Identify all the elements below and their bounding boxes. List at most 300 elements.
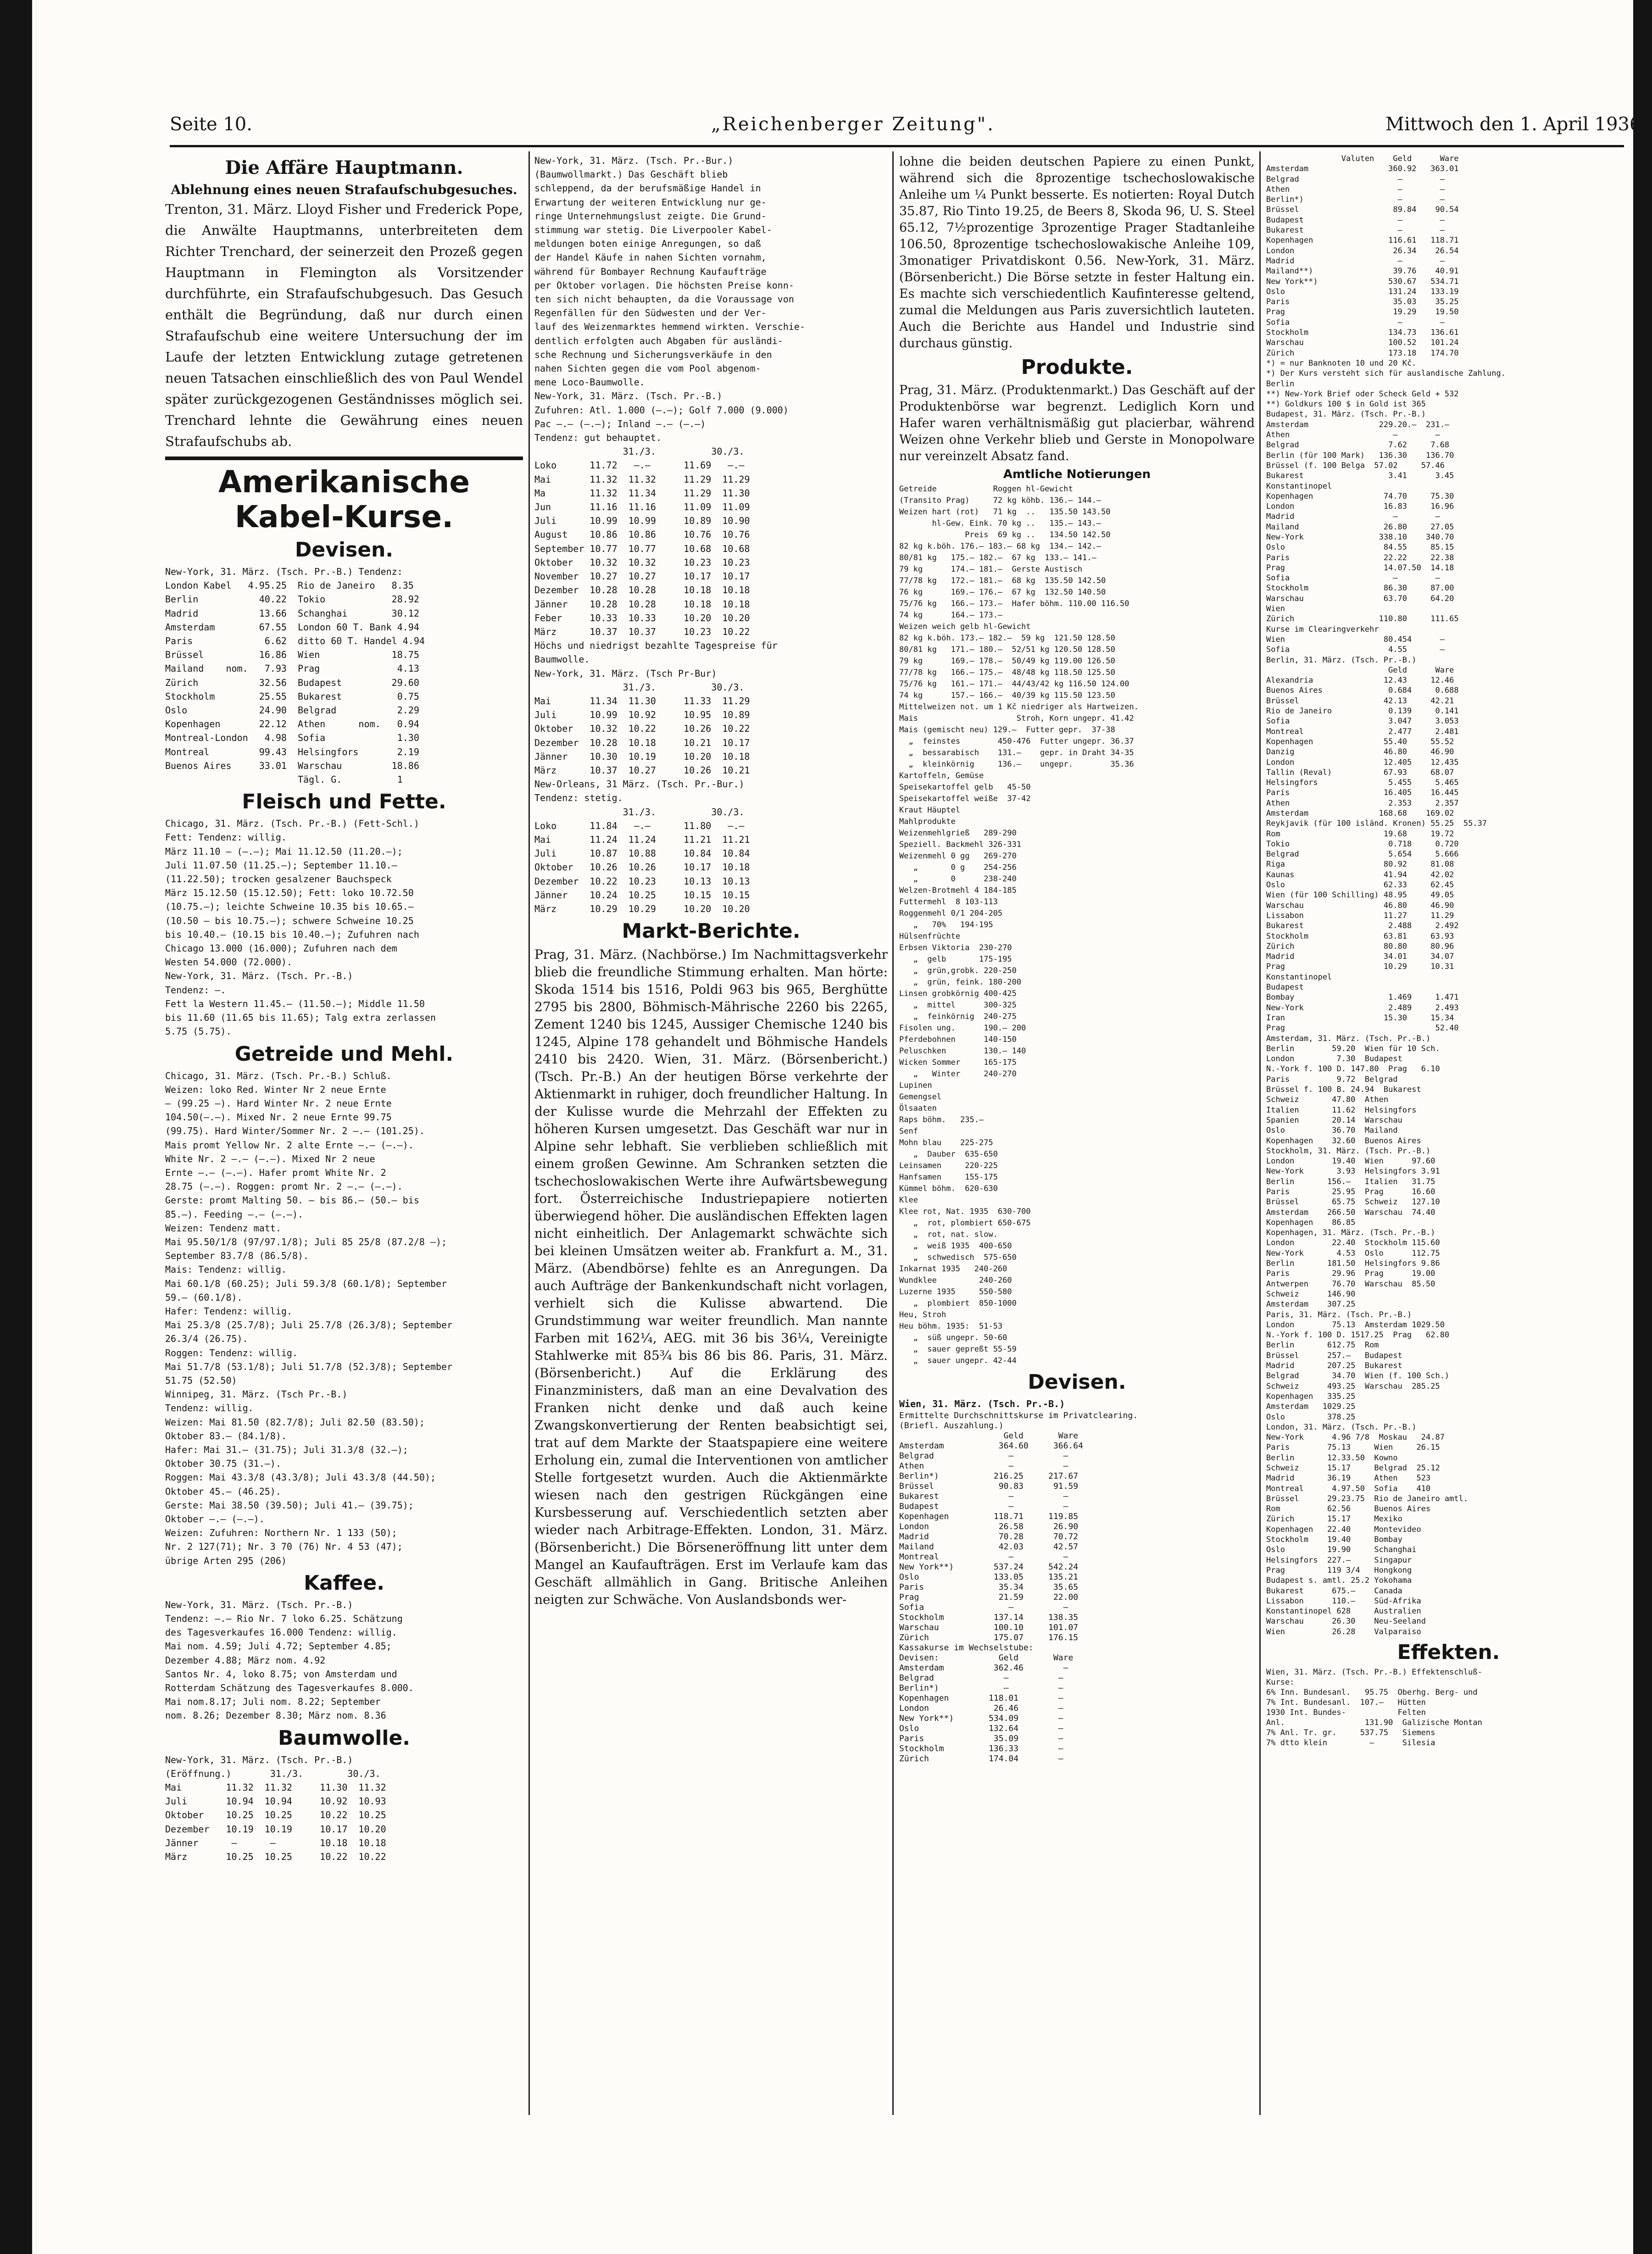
text-line: „ sauer gepreßt 55-59 xyxy=(899,1344,1017,1354)
text-line: Wicken Sommer 165-175 xyxy=(899,1057,1017,1067)
section-title: Produkte. xyxy=(1021,356,1133,379)
text-line: Kartoffeln, Gemüse xyxy=(899,771,984,780)
text-line: Montreal — — xyxy=(899,1552,1068,1562)
text-line: stimmung war stetig. Die Liverpooler Kabel- xyxy=(534,224,772,236)
text-line: Kopenhagen 335.25 xyxy=(1266,1391,1356,1401)
text-line: März 10.37 10.37 10.23 10.22 xyxy=(534,626,750,637)
text-line: Oslo 84.55 85.15 xyxy=(1266,543,1454,552)
section-title: Devisen. xyxy=(295,538,394,562)
text-line: Berlin, 31. März. (Tsch. Pr.-B.) xyxy=(1266,655,1417,665)
text-line: Hafer: Tendenz: willig. xyxy=(165,1305,292,1317)
text-line: Kopenhagen 55.40 55.52 xyxy=(1266,737,1454,746)
text-line: Erwartung der weiteren Entwicklung nur ge- xyxy=(534,196,767,208)
section-title: Kaffee. xyxy=(304,1571,384,1595)
text-line: 7% Int. Bundesanl. 107.— Hütten xyxy=(1266,1698,1426,1708)
text-line: Fett: Tendenz: willig. xyxy=(165,832,287,843)
text-line: Paris 25.95 Prag 16.60 xyxy=(1266,1187,1435,1197)
text-line: Iran 15.30 15.34 xyxy=(1266,1013,1454,1023)
text-line: Schweiz 146.90 xyxy=(1266,1289,1356,1299)
text-line: Paris 6.62 ditto 60 T. Handel 4.94 xyxy=(165,635,425,647)
text-line: Warschau 26.30 Neu-Seeland xyxy=(1266,1617,1426,1626)
text-line: Schweiz 493.25 Warschau 285.25 xyxy=(1266,1381,1440,1391)
text-line: Madrid 13.66 Schanghai 30.12 xyxy=(165,607,419,619)
text-line: Mai nom.8.17; Juli nom. 8.22; September xyxy=(165,1696,381,1708)
text-line: Brüssel 257.— Budapest xyxy=(1266,1351,1402,1360)
page-header xyxy=(170,109,1647,141)
text-line: Warschau 100.10 101.07 xyxy=(899,1622,1079,1632)
text-line: N.-York f. 100 D. 147.80 Prag 6.10 xyxy=(1266,1064,1440,1074)
text-line: New-Orleans, 31 März. (Tsch. Pr.-Bur.) xyxy=(534,779,745,790)
produkte-text: Prag, 31. März. (Produktenmarkt.) Das Geschäft auf der Produktenbörse war begrenzt. Lediglich Korn und Hafer waren verhältnismäßig gut placierbar, während Weizen ohne Verkehr blieb und Gerste in Monopolware nur vereinzelt Absatz fand. xyxy=(899,383,1255,463)
text-line: März 15.12.50 (15.12.50); Fett: loko 10.72.50 xyxy=(165,887,414,899)
text-line: Wien 80.454 — xyxy=(1266,634,1445,644)
text-line: Fisolen ung. 190.— 200 xyxy=(899,1023,1026,1033)
text-line: Athen — — xyxy=(899,1461,1068,1471)
text-line: Berlin 156.— Italien 31.75 xyxy=(1266,1177,1435,1186)
text-line: Juli 10.87 10.88 10.84 10.84 xyxy=(534,848,750,859)
text-line: **) New-York Brief oder Scheck Geld + 532 xyxy=(1266,389,1459,399)
text-line: Getreide Roggen hl-Gewicht xyxy=(899,484,1073,494)
boersen-text: lohne die beiden deutschen Papiere zu einen Punkt, während sich die 8prozentige tschechoslowakische Anleihe um ¼ Punkt besserte. Es notierten: Royal Dutch 35.87, Rio Tinto 19.25, de Beers 8, Skoda 96, U. S. Steel 65.12, 7½prozentige 3prozentige Prager Stadtanleihe 106.50, 8prozentige tschechoslowakische Anleihe 109, 3monatiger Privatdiskont 0.56. New-York, 31. März. (Börsenbericht.) Die Börse setzte in fester Haltung ein. Es machte sich verschiedentlich Kaufinteresse geltend, zumal die Meldungen aus Paris zuversichtlich lauteten. Auch die Berichte aus Handel und Industrie sind durchaus günstig. xyxy=(899,155,1255,351)
text-line: Pferdebohnen 140-150 xyxy=(899,1035,1017,1044)
text-line: März 11.10 — (—.—); Mai 11.12.50 (11.20.—); xyxy=(165,846,403,857)
text-line: Mai 95.50/1/8 (97/97.1/8); Juli 85 25/8 (87.2/8 —); xyxy=(165,1236,447,1247)
text-line: Brüssel 65.75 Schweiz 127.10 xyxy=(1266,1197,1440,1207)
text-line: Dezember 10.22 10.23 10.13 10.13 xyxy=(534,875,750,887)
text-line: Lissabon 110.— Süd-Afrika xyxy=(1266,1596,1421,1606)
text-line: Dezember 10.28 10.18 10.21 10.17 xyxy=(534,737,750,748)
text-line: Bukarest 675.— Canada xyxy=(1266,1586,1402,1596)
text-line: New-York, 31. März. (Tsch. Pr.-B.) Tendenz: xyxy=(165,566,403,577)
text-line: Mai 51.7/8 (53.1/8); Juli 51.7/8 (52.3/8); September xyxy=(165,1361,453,1372)
text-line: 82 kg k.böh. 176.— 183.— 68 kg 134.— 142.— xyxy=(899,541,1101,551)
text-line: New York**) 534.09 — xyxy=(899,1713,1063,1723)
baumwolle-report xyxy=(534,154,888,916)
article-body: Trenton, 31. März. Lloyd Fisher und Frederick Pope, die Anwälte Hauptmanns, unterbreiteten dem Richter Trenchard, der seinerzeit den Prozeß gegen Hauptmann in Flemington als Vorsitzender durchführte, ein Strafaufschubgesuch. Das Gesuch enthält die Begründung, daß nur durch einen Strafaufschub eine weitere Untersuchung der im Laufe der letzten Entwicklung zutage getretenen neuen Tatsachen einschließlich des von Paul Wendel später zurückgezogenen Geständnisses möglich sei. Trenchard lehnte die Gewährung eines neuen Strafaufschubs ab. xyxy=(165,201,523,449)
text-line: Juli 10.99 10.99 10.89 10.90 xyxy=(534,515,750,527)
text-line: „ schwedisch 575-650 xyxy=(899,1252,1017,1262)
text-line: Konstantinopel 628 Australien xyxy=(1266,1607,1421,1616)
text-line: (Briefl. Auszahlung.) xyxy=(899,1420,1004,1430)
text-line: Stockholm 63.81 63.93 xyxy=(1266,931,1454,941)
text-line: Prag 10.29 10.31 xyxy=(1266,962,1454,972)
text-line: Mittelweizen not. um 1 Kč niedriger als Hartweizen. xyxy=(899,702,1139,712)
text-line: Madrid — — xyxy=(1266,512,1440,522)
text-line: Amsterdam 266.50 Warschau 74.40 xyxy=(1266,1208,1435,1217)
text-line: Hafer: Mai 31.— (31.75); Juli 31.3/8 (32.—); xyxy=(165,1444,408,1455)
text-line: „ feinkörnig 240-275 xyxy=(899,1012,1017,1021)
text-line: während für Bombayer Rechnung Kaufaufträge xyxy=(534,266,767,277)
text-line: Mahlprodukte xyxy=(899,817,956,826)
text-line: 79 kg 169.— 178.— 50/49 kg 119.00 126.50 xyxy=(899,656,1115,666)
text-line: Weizen weich gelb hl-Gewicht xyxy=(899,622,1031,631)
text-line: (Baumwollmarkt.) Das Geschäft blieb xyxy=(534,169,728,180)
text-line: Luzerne 1935 550-580 xyxy=(899,1287,1012,1297)
text-line: Paris 35.03 35.25 xyxy=(1266,297,1459,307)
text-line: Nr. 2 127(71); Nr. 3 70 (76) Nr. 4 53 (47); xyxy=(165,1541,403,1553)
text-line: Weizen: Zufuhren: Northern Nr. 1 133 (50); xyxy=(165,1527,397,1539)
text-line: Brüssel 42.13 42.21 xyxy=(1266,696,1454,706)
text-line: Lissabon 11.27 11.29 xyxy=(1266,911,1454,920)
text-line: Hanfsamen 155-175 xyxy=(899,1172,998,1182)
text-line: Kraut Häuptel xyxy=(899,805,961,815)
text-line: Berlin 612.75 Rom xyxy=(1266,1341,1379,1350)
text-line: Madrid — — xyxy=(1266,256,1445,266)
text-line: Madrid 34.01 34.07 xyxy=(1266,952,1454,962)
text-line: Wien, 31. März. (Tsch. Pr.-B.) Effektenschluß- xyxy=(1266,1668,1482,1677)
text-line: Madrid 36.19 Athen 523 xyxy=(1266,1474,1431,1483)
text-line: Brüssel f. 100 B. 24.94 Bukarest xyxy=(1266,1085,1421,1095)
text-line: Erbsen Viktoria 230-270 xyxy=(899,943,1012,952)
text-line: Geld Ware xyxy=(1266,665,1454,675)
section-title: Baumwolle. xyxy=(278,1726,410,1750)
text-line: August 10.86 10.86 10.76 10.76 xyxy=(534,529,750,540)
text-line: 59.— (60.1/8). xyxy=(165,1291,243,1303)
text-line: Paris 35.09 — xyxy=(899,1733,1063,1743)
text-line: Schweiz 47.80 Athen xyxy=(1266,1095,1389,1105)
text-line: New-York, 31. März. (Tsch. Pr.-B.) xyxy=(165,1754,353,1765)
text-line: März 10.37 10.27 10.26 10.21 xyxy=(534,764,750,776)
issue-date: Mittwoch den 1. April 1936. xyxy=(1385,114,1647,135)
text-line: Roggen: Tendenz: willig. xyxy=(165,1347,298,1358)
text-line: Montreal 2.477 2.481 xyxy=(1266,727,1459,736)
wien-devisen-table xyxy=(899,1411,1255,1764)
text-line: Berlin 59.20 Wien für 10 Sch. xyxy=(1266,1044,1440,1053)
text-line: Gerste: Mai 38.50 (39.50); Juli 41.— (39.75); xyxy=(165,1499,414,1511)
text-line: mene Loco-Baumwolle. xyxy=(534,377,645,388)
text-line: ringe Unternehmungslust zeigte. Die Grund- xyxy=(534,210,767,222)
text-line: 77/78 kg 166.— 175.— 48/48 kg 118.50 125.50 xyxy=(899,668,1115,677)
text-line: Oktober 10.26 10.26 10.17 10.18 xyxy=(534,862,750,873)
text-line: Chicago, 31. März. (Tsch. Pr.-B.) Schluß. xyxy=(165,1070,392,1081)
text-line: 28.75 (—.—). Roggen: promt Nr. 2 —.— (—.—). xyxy=(165,1181,403,1192)
column-rule xyxy=(1259,151,1261,2115)
text-line: Tendenz: gut behauptet. xyxy=(534,432,662,444)
text-line: Mai nom. 4.59; Juli 4.72; September 4.85; xyxy=(165,1641,392,1652)
text-line: Amsterdam 168.68 169.02 xyxy=(1266,809,1454,818)
text-line: London 7.30 Budapest xyxy=(1266,1054,1402,1064)
text-line: übrige Arten 295 (206) xyxy=(165,1555,287,1566)
text-line: Oktober 10.25 10.25 10.22 10.25 xyxy=(165,1809,386,1821)
text-line: Valuten Geld Ware xyxy=(1266,154,1459,163)
text-line: Budapest — — xyxy=(899,1501,1068,1511)
text-line: Mai 11.32 11.32 11.30 11.32 xyxy=(165,1782,386,1793)
text-line: bis 10.40.— (10.15 bis 10.40.—); Zufuhren nach xyxy=(165,929,419,940)
text-line: Montreal-London 4.98 Sofia 1.30 xyxy=(165,732,419,744)
text-line: 80/81 kg 171.— 180.— 52/51 kg 120.50 128.50 xyxy=(899,645,1115,654)
text-line: Kassakurse im Wechselstube: xyxy=(899,1642,1034,1653)
text-line: Warschau 100.52 101.24 xyxy=(1266,338,1459,348)
text-line: Oktober 45.— (46.25). xyxy=(165,1486,281,1497)
text-line: Rom 19.68 19.72 xyxy=(1266,829,1454,839)
text-line: Hülsenfrüchte xyxy=(899,931,961,941)
text-line: „ bessarabisch 131.— gepr. in Draht 34-35 xyxy=(899,748,1134,757)
text-line: Tendenz: willig. xyxy=(165,1402,254,1414)
text-line: New-York 2.489 2.493 xyxy=(1266,1003,1459,1013)
text-line: New-York 4.96 7/8 Moskau 24.87 xyxy=(1266,1433,1445,1442)
text-line: Peluschken 130.— 140 xyxy=(899,1046,1026,1056)
text-line: London 26.34 26.54 xyxy=(1266,246,1459,256)
text-line: Danzig 46.80 46.90 xyxy=(1266,747,1454,757)
text-line: Paris 22.22 22.38 xyxy=(1266,553,1454,562)
newspaper-title: „Reichenberger Zeitung". xyxy=(711,114,995,135)
text-line: Paris 35.34 35.65 xyxy=(899,1582,1079,1592)
text-line: 26.3/4 (26.75). xyxy=(165,1333,248,1345)
text-line: Stockholm 19.40 Bombay xyxy=(1266,1535,1402,1545)
text-line: Belgrad 5.654 5.666 xyxy=(1266,850,1459,859)
text-line: London 16.83 16.96 xyxy=(1266,502,1454,512)
text-line: Montreal 99.43 Helsingfors 2.19 xyxy=(165,746,419,757)
text-line: Jänner — — 10.18 10.18 xyxy=(165,1837,386,1848)
text-line: Belgrad — — xyxy=(899,1451,1068,1461)
text-line: Warschau 46.80 46.90 xyxy=(1266,901,1454,910)
text-line: Kopenhagen 22.40 Montevideo xyxy=(1266,1525,1421,1534)
text-line: New-York 4.53 Oslo 112.75 xyxy=(1266,1248,1440,1258)
text-line: Senf xyxy=(899,1126,918,1136)
text-line: Kopenhagen 116.61 118.71 xyxy=(1266,236,1459,245)
page-number: Seite 10. xyxy=(170,114,252,135)
text-line: „ 0 238-240 xyxy=(899,874,1017,884)
text-line: Kopenhagen 74.70 75.30 xyxy=(1266,491,1454,501)
text-line: Zürich 80.80 80.96 xyxy=(1266,941,1454,951)
text-line: Linsen grobkörnig 400-425 xyxy=(899,989,1017,998)
text-line: Stockholm 134.73 136.61 xyxy=(1266,328,1459,338)
text-line: „ Dauber 635-650 xyxy=(899,1149,998,1159)
text-line: Amsterdam 1029.25 xyxy=(1266,1402,1356,1412)
text-line: Kurse: xyxy=(1266,1678,1295,1687)
text-line: Warschau 63.70 64.20 xyxy=(1266,594,1454,603)
text-line: Dezember 10.19 10.19 10.17 10.20 xyxy=(165,1823,386,1835)
text-line: „ weiß 1935 400-650 xyxy=(899,1241,1012,1251)
text-line: Berlin (für 100 Mark) 136.30 136.70 xyxy=(1266,451,1454,460)
text-line: Roggen: Mai 43.3/8 (43.3/8); Juli 43.3/8 (44.50); xyxy=(165,1472,436,1483)
text-line: 1930 Int. Bundes- Felten xyxy=(1266,1708,1426,1718)
text-line: Mais: Tendenz: willig. xyxy=(165,1264,287,1275)
text-line: „ feinstes 450-476 Futter ungepr. 36.37 xyxy=(899,736,1134,746)
text-line: Mai 11.24 11.24 11.21 11.21 xyxy=(534,834,750,845)
text-line: Paris 29.96 Prag 19.00 xyxy=(1266,1269,1435,1279)
text-line: London 22.40 Stockholm 115.60 xyxy=(1266,1238,1440,1248)
text-line: „ kleinkörnig 136.— ungepr. 35.36 xyxy=(899,759,1134,769)
getreide-report xyxy=(165,1069,523,1568)
text-line: Berlin 40.22 Tokio 28.92 xyxy=(165,594,419,605)
text-line: Mais Stroh, Korn ungepr. 41.42 xyxy=(899,713,1134,723)
text-line: Preis 69 kg .. 134.50 142.50 xyxy=(899,530,1111,540)
text-line: Reykjavik (für 100 isländ. Kronen) 55.25 55.37 xyxy=(1266,819,1487,829)
text-line: 7% dtto klein — Silesia xyxy=(1266,1738,1435,1748)
text-line: meldungen boten einige Anregungen, so daß xyxy=(534,238,761,250)
text-line: Amsterdam 362.46 — xyxy=(899,1663,1068,1673)
text-line: Amsterdam 360.92 363.01 xyxy=(1266,164,1459,174)
text-line: 77/78 kg 172.— 181.— 68 kg 135.50 142.50 xyxy=(899,576,1106,585)
text-line: schleppend, da der berufsmäßige Handel in xyxy=(534,183,761,194)
text-line: Madrid 70.28 70.72 xyxy=(899,1531,1079,1542)
text-line: N.-York f. 100 D. 1517.25 Prag 62.80 xyxy=(1266,1330,1450,1340)
text-line: 75/76 kg 161.— 171.— 44/43/42 kg 116.50 124.00 xyxy=(899,679,1129,689)
text-line: Weizen: Tendenz matt. xyxy=(165,1222,281,1234)
text-line: Geld Ware xyxy=(899,1430,1079,1441)
text-line: hl-Gew. Eink. 70 kg .. 135.— 143.— xyxy=(899,518,1101,528)
text-line: Klee xyxy=(899,1195,918,1205)
text-line: Brüssel (f. 100 Belga 57.02 57.46 xyxy=(1266,461,1445,470)
text-line: New York**) 537.24 542.24 xyxy=(899,1562,1079,1572)
text-line: New-York 338.10 340.70 xyxy=(1266,532,1454,542)
text-line: Jänner 10.24 10.25 10.15 10.15 xyxy=(534,889,750,901)
text-line: 31./3. 30./3. xyxy=(534,446,745,457)
text-line: Mai 11.34 11.30 11.33 11.29 xyxy=(534,695,750,707)
text-line: Mailand nom. 7.93 Prag 4.13 xyxy=(165,663,419,674)
text-line: London Kabel 4.95.25 Rio de Janeiro 8.35 xyxy=(165,580,414,591)
text-line: (99.75). Hard Winter/Sommer Nr. 2 —.— (101.25). xyxy=(165,1125,425,1137)
text-line: Mai 25.3/8 (25.7/8); Juli 25.7/8 (26.3/8); September xyxy=(165,1319,453,1331)
text-line: Juli 10.94 10.94 10.92 10.93 xyxy=(165,1796,386,1807)
text-line: Stockholm 137.14 138.35 xyxy=(899,1612,1079,1622)
text-line: Loko 11.84 —.— 11.80 —.— xyxy=(534,820,745,831)
text-line: März 10.25 10.25 10.22 10.22 xyxy=(165,1851,386,1863)
text-line: Stockholm 86.30 87.00 xyxy=(1266,584,1454,593)
text-line: Leinsamen 220-225 xyxy=(899,1161,998,1170)
text-line: New-York, 31. März. (Tsch. Pr.-B.) xyxy=(534,390,723,402)
text-line: 74 kg 164.— 173.— xyxy=(899,610,1003,620)
text-line: Klee rot, Nat. 1935 630-700 xyxy=(899,1207,1031,1216)
article-subtitle: Ablehnung eines neuen Strafaufschubgesuches. xyxy=(171,182,517,197)
text-line: Buenos Aires 33.01 Warschau 18.86 xyxy=(165,760,419,771)
section-title: Devisen. xyxy=(1028,1370,1126,1394)
text-line: 7% Anl. Tr. gr. 537.75 Siemens xyxy=(1266,1728,1435,1738)
text-line: New-York, 31. März. (Tsch. Pr.-Bur.) xyxy=(534,155,734,166)
column-2 xyxy=(534,154,888,2108)
text-line: 5.75 (5.75). xyxy=(165,1026,232,1037)
text-line: Fett la Western 11.45.— (11.50.—); Middle 11.50 xyxy=(165,998,425,1009)
text-line: Prag 14.07.50 14.18 xyxy=(1266,563,1454,573)
text-line: Sofia 3.047 3.053 xyxy=(1266,717,1459,726)
text-line: „ sauer ungepr. 42-44 xyxy=(899,1356,1017,1365)
text-line: Feber 10.33 10.33 10.20 10.20 xyxy=(534,612,750,623)
header-rule xyxy=(170,145,1624,147)
text-line: Belgrad — — xyxy=(899,1673,1063,1683)
text-line: Inkarnat 1935 240-260 xyxy=(899,1264,1007,1274)
text-line: Kopenhagen 86.85 xyxy=(1266,1218,1356,1227)
text-line: Berlin*) 216.25 217.67 xyxy=(899,1471,1079,1481)
text-line: Mais (gemischt neu) 129.— Futter gepr. 37-38 xyxy=(899,725,1115,735)
text-line: Belgrad 7.62 7.68 xyxy=(1266,440,1450,450)
text-line: Budapest, 31. März. (Tsch. Pr.-B.) xyxy=(1266,410,1426,419)
text-line: Budapest s. amtl. 25.2 Yokohama xyxy=(1266,1576,1412,1586)
text-line: Loko 11.72 —.— 11.69 —.— xyxy=(534,460,745,471)
text-line: Weizen hart (rot) 71 kg .. 135.50 143.50 xyxy=(899,507,1111,517)
column-1 xyxy=(165,154,523,2108)
text-line: Mai 60.1/8 (60.25); Juli 59.3/8 (60.1/8); September xyxy=(165,1278,447,1289)
text-line: Oktober 30.75 (31.—). xyxy=(165,1458,281,1469)
text-line: New-York, 31. März. (Tsch. Pr.-B.) xyxy=(165,1599,353,1610)
text-line: Mailand 42.03 42.57 xyxy=(899,1542,1079,1552)
text-line: der Handel Käufe in nahen Sichten vornahm, xyxy=(534,252,767,263)
text-line: *) = nur Banknoten 10 und 20 Kč. xyxy=(1266,358,1417,368)
text-line: New-York, 31. März. (Tsch Pr-Bur) xyxy=(534,668,717,679)
text-line: Amsterdam 364.60 366.64 xyxy=(899,1441,1083,1451)
text-line: Kurse im Clearingverkehr xyxy=(1266,624,1379,634)
text-line: Tendenz: —.— Rio Nr. 7 loko 6.25. Schätzung xyxy=(165,1613,403,1625)
text-line: Amsterdam 307.25 xyxy=(1266,1300,1356,1309)
text-line: Berlin 12.33.50 Kowno xyxy=(1266,1453,1398,1463)
text-line: Buenos Aires 0.684 0.688 xyxy=(1266,686,1459,696)
text-line: Wien (für 100 Schilling) 48.95 49.05 xyxy=(1266,890,1454,900)
text-line: Brüssel 29.23.75 Rio de Janeiro amtl. xyxy=(1266,1494,1468,1503)
text-line: Zürich 174.04 — xyxy=(899,1753,1063,1764)
text-line: Prag 119 3/4 Hongkong xyxy=(1266,1565,1412,1575)
text-line: Kopenhagen 118.01 — xyxy=(899,1693,1063,1703)
text-line: Rom 62.56 Buenos Aires xyxy=(1266,1504,1431,1514)
text-line: Zürich 175.07 176.15 xyxy=(899,1632,1079,1642)
text-line: Juli 10.99 10.92 10.95 10.89 xyxy=(534,709,750,721)
text-line: Oktober 83.— (84.1/8). xyxy=(165,1430,287,1441)
text-line: Wien 26.28 Valparaiso xyxy=(1266,1627,1421,1636)
left-scan-edge xyxy=(0,0,32,2254)
text-line: Lupinen xyxy=(899,1080,932,1090)
text-line: Bombay 1.469 1.471 xyxy=(1266,993,1459,1002)
text-line: Ma 11.32 11.34 11.29 11.30 xyxy=(534,487,750,499)
text-line: New York**) 530.67 534.71 xyxy=(1266,277,1459,286)
text-line: London 75.13 Amsterdam 1029.50 xyxy=(1266,1320,1445,1330)
text-line: März 10.29 10.29 10.20 10.20 xyxy=(534,903,750,914)
devisen-header: Wien, 31. März. (Tsch. Pr.-B.) xyxy=(899,1398,1065,1409)
column-3 xyxy=(899,154,1255,2108)
baumwolle-table xyxy=(165,1753,523,1864)
text-line: Chicago, 31. März. (Tsch. Pr.-B.) (Fett-Schl.) xyxy=(165,818,419,829)
text-line: 74 kg 157.— 166.— 40/39 kg 115.50 123.50 xyxy=(899,690,1115,700)
text-line: Rio de Janeiro 0.139 0.141 xyxy=(1266,707,1459,716)
text-line: Tendenz: stetig. xyxy=(534,792,623,804)
text-line: „ mittel 300-325 xyxy=(899,1000,1017,1010)
text-line: Oktober —.— (—.—). xyxy=(165,1514,265,1525)
text-line: Bukarest — — xyxy=(1266,226,1445,235)
text-line: Athen — — xyxy=(1266,430,1440,440)
text-line: Sofia — — xyxy=(1266,573,1440,583)
text-line: New-York 3.93 Helsingfors 3.91 xyxy=(1266,1167,1440,1176)
text-line: „ süß ungepr. 50-60 xyxy=(899,1333,1007,1342)
text-line: 51.75 (52.50) xyxy=(165,1375,237,1386)
text-line: Gemengsel xyxy=(899,1092,942,1102)
text-line: Berlin*) — — xyxy=(899,1683,1063,1693)
text-line: Bukarest 2.488 2.492 xyxy=(1266,921,1459,931)
text-line: Sofia 4.55 — xyxy=(1266,645,1445,655)
column-rule xyxy=(892,151,894,2115)
text-line: New-York, 31. März. (Tsch. Pr.-B.) xyxy=(165,970,353,982)
text-line: Antwerpen 76.70 Warschau 85.50 xyxy=(1266,1279,1435,1289)
text-line: Berlin*) — — xyxy=(1266,195,1445,205)
text-line: Amsterdam, 31. März. (Tsch. Pr.-B.) xyxy=(1266,1034,1431,1043)
kaffee-report xyxy=(165,1598,523,1723)
column-rule xyxy=(528,151,530,2115)
text-line: 6% Inn. Bundesanl. 95.75 Oberhg. Berg- und xyxy=(1266,1688,1478,1697)
text-line: Italien 11.62 Helsingfors xyxy=(1266,1105,1417,1115)
text-line: Paris 16.405 16.445 xyxy=(1266,788,1459,798)
devisen-table xyxy=(165,565,523,786)
text-line: 75/76 kg 166.— 173.— Hafer böhm. 110.00 116.50 xyxy=(899,599,1129,608)
text-line: November 10.27 10.27 10.17 10.17 xyxy=(534,571,750,582)
text-line: Mohn blau 225-275 xyxy=(899,1138,993,1147)
text-line: Paris 9.72 Belgrad xyxy=(1266,1074,1398,1084)
text-line: Baumwolle. xyxy=(534,654,590,665)
text-line: Bukarest 3.41 3.45 xyxy=(1266,471,1454,481)
text-line: Tendenz: —. xyxy=(165,984,226,996)
text-line: „ grün,grobk. 220-250 xyxy=(899,966,1017,975)
text-line: „ gelb 175-195 xyxy=(899,954,1012,964)
text-line: (Transito Prag) 72 kg köhb. 136.— 144.— xyxy=(899,495,1101,505)
article-title: Die Affäre Hauptmann. xyxy=(225,157,463,178)
text-line: „ grün, feink. 180-200 xyxy=(899,977,1022,987)
text-line: Montreal 4.97.50 Sofia 410 xyxy=(1266,1484,1431,1493)
